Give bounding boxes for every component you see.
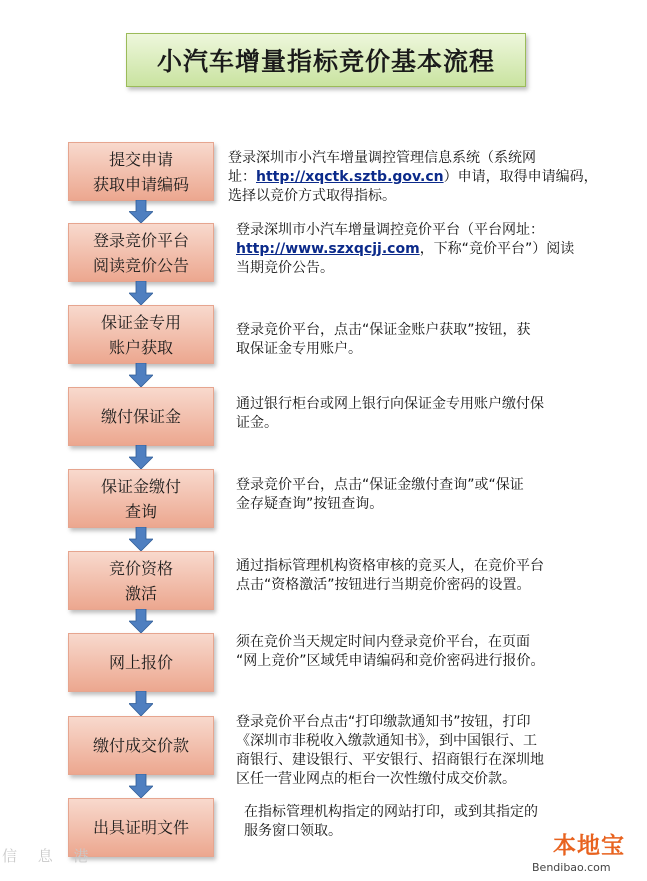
page-title: 小汽车增量指标竞价基本流程 xyxy=(126,33,526,87)
description-text: 登录竞价平台，点击“保证金缴付查询”或“保证 xyxy=(236,477,524,493)
flow-step-label: 出具证明文件 xyxy=(92,818,189,837)
description-text: 选择以竞价方式取得指标。 xyxy=(228,188,396,204)
description-text: 址： xyxy=(228,169,256,185)
description-text: 服务窗口领取。 xyxy=(244,823,342,839)
flow-step-label: 激活 xyxy=(124,583,157,603)
logo-text: 本地宝 xyxy=(553,832,625,859)
description-text: 通过指标管理机构资格审核的竞买人，在竞价平台 xyxy=(236,558,544,574)
flow-step-box xyxy=(68,551,214,610)
description-text: “网上竞价”区域凭申请编码和竞价密码进行报价。 xyxy=(236,653,545,669)
url-link[interactable]: http://www.szxqcjj.com xyxy=(236,241,420,257)
down-arrow-icon xyxy=(129,445,153,469)
flow-step-box xyxy=(68,716,214,775)
flow-step-box xyxy=(68,305,214,364)
description-text: 须在竞价当天规定时间内登录竞价平台，在页面 xyxy=(236,634,530,650)
description-text: 通过银行柜台或网上银行向保证金专用账户缴付保 xyxy=(236,396,544,412)
flow-step-box xyxy=(68,387,214,446)
description-text: ，下称“竞价平台”）阅读 xyxy=(419,241,575,257)
flow-step-label: 账户获取 xyxy=(108,337,173,357)
description-text: 证金。 xyxy=(236,415,278,431)
flow-step-label: 登录竞价平台 xyxy=(92,230,189,250)
flow-step-description xyxy=(236,633,545,671)
flow-step-box xyxy=(68,633,214,692)
flow-step-box xyxy=(68,223,214,282)
flow-step-description xyxy=(236,221,574,278)
down-arrow-icon xyxy=(129,691,153,716)
down-arrow-icon xyxy=(129,200,153,223)
description-text: 登录竞价平台点击“打印缴款通知书”按钮，打印 xyxy=(236,714,531,730)
description-text: 商银行、建设银行、平安银行、招商银行在深圳地 xyxy=(236,752,544,768)
description-text: 区任一营业网点的柜台一次性缴付成交价款。 xyxy=(236,771,516,787)
description-text: ）申请，取得申请编码， xyxy=(443,169,598,185)
url-link[interactable]: http://xqctk.sztb.gov.cn xyxy=(256,169,444,185)
flow-step-label: 保证金专用 xyxy=(100,312,181,332)
flow-step-label: 提交申请 xyxy=(108,149,173,169)
watermark: 信 息 港 xyxy=(2,847,97,865)
down-arrow-icon xyxy=(129,609,153,633)
flow-step-description xyxy=(236,395,544,433)
flow-step-label: 竞价资格 xyxy=(108,558,173,578)
flow-step-label: 保证金缴付 xyxy=(100,476,181,496)
description-text: 取保证金专用账户。 xyxy=(236,341,362,357)
description-text: 当期竞价公告。 xyxy=(236,260,334,276)
flow-step-label: 缴付保证金 xyxy=(100,407,181,426)
description-text: 登录深圳市小汽车增量调控管理信息系统（系统网 xyxy=(228,150,536,166)
description-text: 《深圳市非税收入缴款通知书》，到中国银行、工 xyxy=(236,733,537,749)
flow-step-box xyxy=(68,142,214,201)
description-text: 点击“资格激活”按钮进行当期竞价密码的设置。 xyxy=(236,577,531,593)
flow-step-description xyxy=(244,803,538,841)
down-arrow-icon xyxy=(129,527,153,551)
flow-step-label: 缴付成交价款 xyxy=(92,736,189,755)
logo-url[interactable]: Bendibao.com xyxy=(532,861,611,874)
site-logo[interactable] xyxy=(546,826,632,860)
flow-step-label: 获取申请编码 xyxy=(92,174,189,194)
description-text: 登录竞价平台，点击“保证金账户获取”按钮，获 xyxy=(236,322,531,338)
flow-step-description xyxy=(236,557,544,595)
flow-step-description xyxy=(236,476,524,514)
flow-step-label: 查询 xyxy=(124,501,157,521)
flow-step-description xyxy=(228,149,598,206)
down-arrow-icon xyxy=(129,363,153,387)
description-text: 金存疑查询”按钮查询。 xyxy=(236,496,384,512)
description-text: 登录深圳市小汽车增量调控竞价平台（平台网址： xyxy=(236,222,544,238)
flow-step-label: 网上报价 xyxy=(108,653,173,672)
flow-step-label: 阅读竞价公告 xyxy=(92,255,189,275)
description-text: 在指标管理机构指定的网站打印，或到其指定的 xyxy=(244,804,538,820)
flow-step-description xyxy=(236,321,531,359)
flow-step-description xyxy=(236,713,544,789)
down-arrow-icon xyxy=(129,281,153,305)
flow-step-box xyxy=(68,469,214,528)
down-arrow-icon xyxy=(129,774,153,798)
